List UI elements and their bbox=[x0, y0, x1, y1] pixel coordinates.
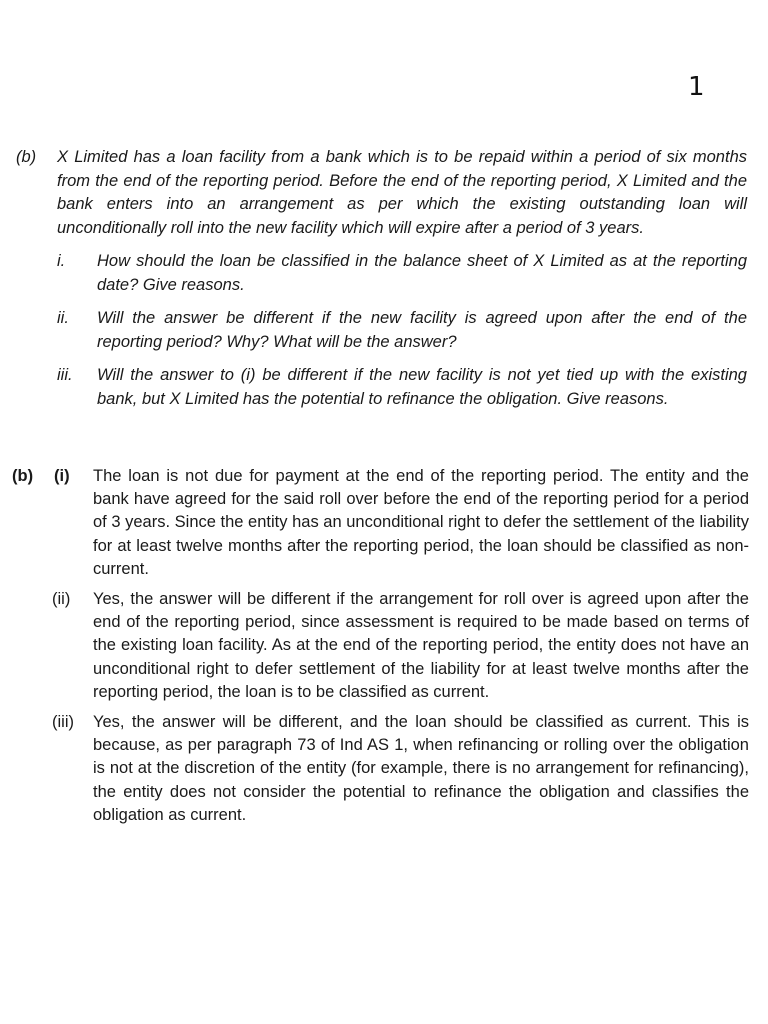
answer-part-label: (iii) bbox=[52, 713, 74, 732]
answer-part-iii bbox=[0, 711, 768, 827]
question-part-label: i. bbox=[57, 252, 66, 270]
page-number: 1 bbox=[688, 72, 705, 102]
question-section bbox=[0, 146, 768, 411]
question-part-text: Will the answer to (i) be different if the new facility is not yet tied up with the existing bank, but X Limited has the potential to refinance the obligation. Give reasons. bbox=[97, 366, 747, 408]
answer-part-ii bbox=[0, 588, 768, 704]
answer-part-text: Yes, the answer will be different if the arrangement for roll over is agreed upon after the end of the reporting period, since assessment is required to be made based on terms of the existing loan facility. As at the end of the reporting period, the entity does not have an unconditional right to defer settlement of the liability for at least twelve months after the reporting period, the loan is to be classified as current. bbox=[93, 590, 749, 701]
question-part-iii bbox=[0, 364, 768, 411]
question-part-ii bbox=[0, 307, 768, 354]
answer-section bbox=[0, 465, 768, 834]
question-part-label: iii. bbox=[57, 366, 73, 384]
question-intro bbox=[0, 146, 768, 240]
question-text: X Limited has a loan facility from a bank which is to be repaid within a period of six months from the end of the reporting period. Before the end of the reporting period, X Limited and the bank enters into an arrangement as per which the existing outstanding loan will unconditionally roll into the new facility which will expire after a period of 3 years. bbox=[57, 148, 747, 237]
answer-part-text: Yes, the answer will be different, and the loan should be classified as current. This is because, as per paragraph 73 of Ind AS 1, when refinancing or rolling over the obligation is not at the discretion of the entity (for example, there is no arrangement for refinancing), the entity does not consider the potential to refinance the obligation and classifies the obligation as current. bbox=[93, 713, 749, 824]
question-part-label: ii. bbox=[57, 309, 69, 327]
question-part-text: How should the loan be classified in the balance sheet of X Limited as at the reporting date? Give reasons. bbox=[97, 252, 747, 294]
answer-part-i bbox=[0, 465, 768, 581]
answer-part-text: The loan is not due for payment at the end of the reporting period. The entity and the bank have agreed for the said roll over before the end of the reporting period for a period of 3 years. Since the entity has an unconditional right to defer the settlement of the liability for at least twelve months after the reporting period, the loan should be classified as non-current. bbox=[93, 467, 749, 578]
answer-part-label: (i) bbox=[54, 467, 70, 485]
answer-label: (b) bbox=[12, 467, 34, 485]
question-part-i bbox=[0, 250, 768, 297]
question-label: (b) bbox=[16, 148, 37, 166]
answer-part-label: (ii) bbox=[52, 590, 71, 609]
question-part-text: Will the answer be different if the new facility is agreed upon after the end of the reporting period? Why? What will be the answer? bbox=[97, 309, 747, 351]
